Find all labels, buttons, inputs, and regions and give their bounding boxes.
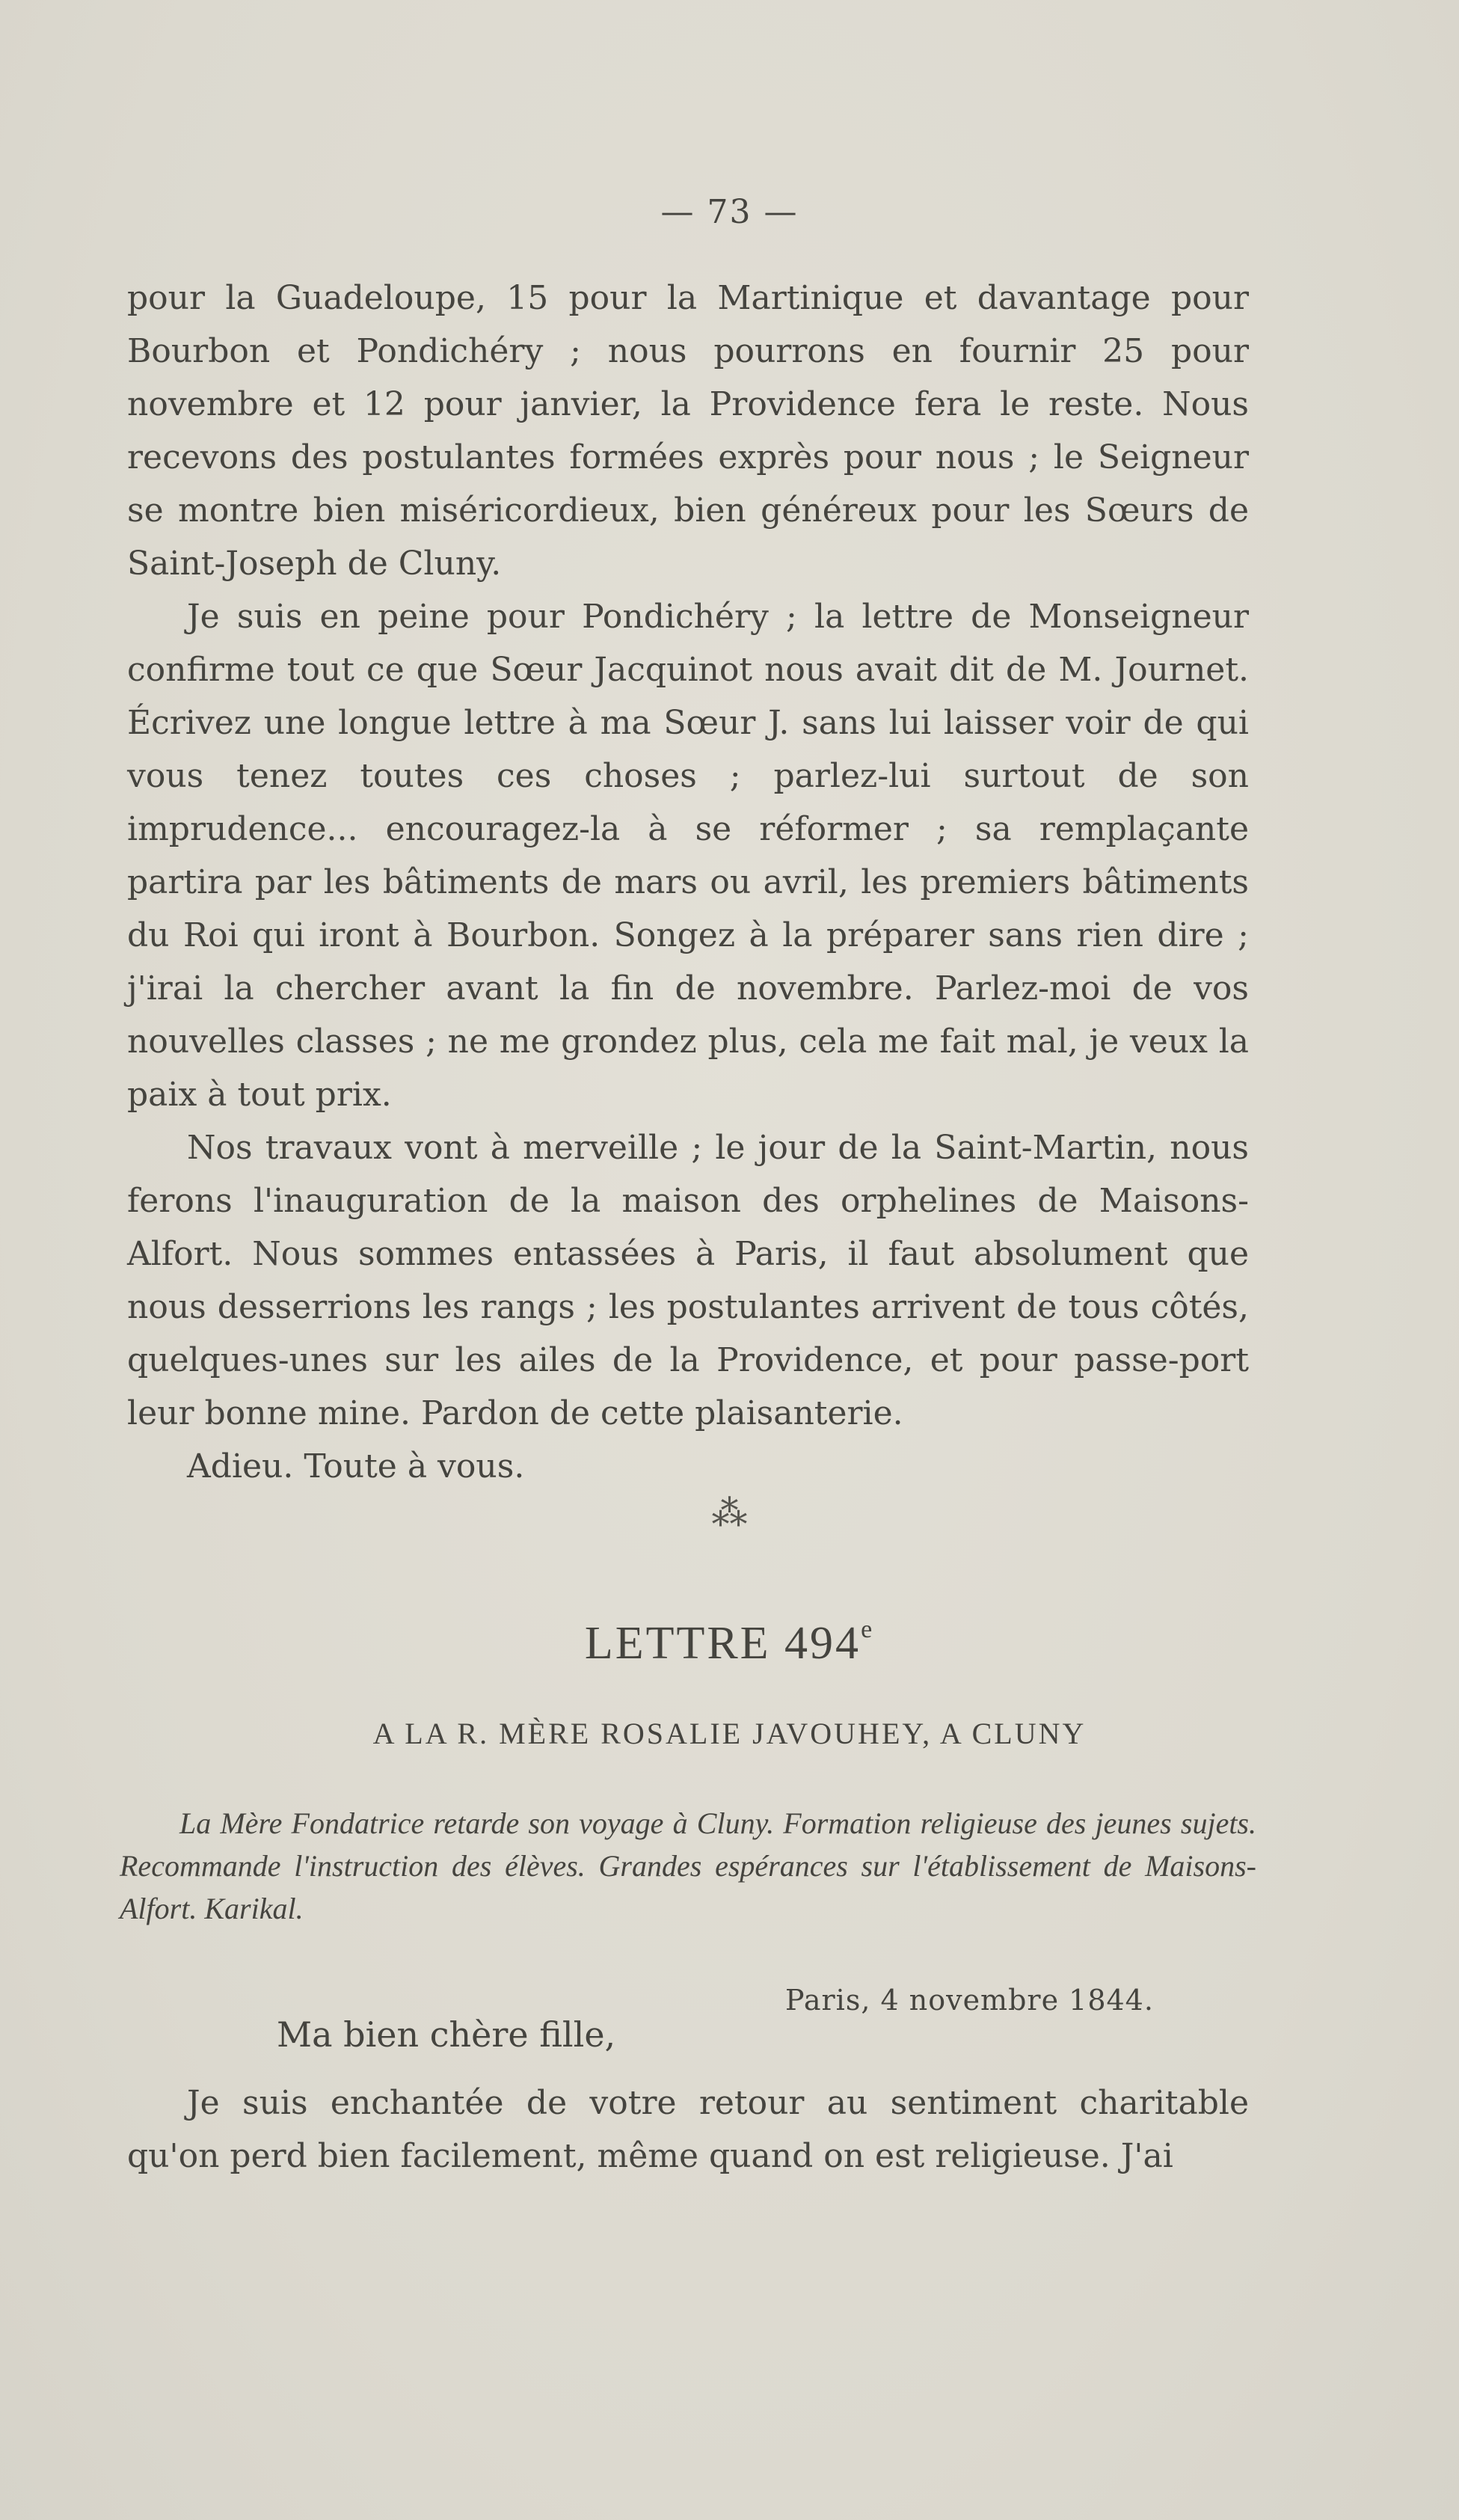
letter-title-superscript: e xyxy=(861,1616,875,1643)
paragraph-continuation: pour la Guadeloupe, 15 pour la Martinique et davantage pour Bourbon et Pondichéry ; nous pourrons en fournir 25 pour novembre et 12 pour janvier, la Providence fera le reste. Nous recevons des postulantes formées exprès pour nous ; le Seigneur se montre bien miséricordieux, bien généreux pour les Sœurs de Saint-Joseph de Cluny. xyxy=(127,279,1249,583)
paragraph-travaux: Nos travaux vont à merveille ; le jour de la Saint-Martin, nous ferons l'inauguration de la maison des orphelines de Maisons-Alfort. Nous sommes entassées à Paris, il faut absolument que nous desserrions les rangs ; les postulantes arrivent de tous côtés, quelques-unes sur les ailes de la Providence, et pour passe-port leur bonne mine. Pardon de cette plaisanterie. xyxy=(127,1129,1249,1432)
letter-title-text: LETTRE 494 xyxy=(584,1618,861,1669)
letter-salutation: Ma bien chère fille, xyxy=(277,2014,616,2055)
letter-494-body xyxy=(127,2076,1249,2183)
letter-dateline: Paris, 4 novembre 1844. xyxy=(785,1984,1154,2017)
letter-recipient: A LA R. MÈRE ROSALIE JAVOUHEY, A CLUNY xyxy=(372,1717,1087,1750)
letter-title xyxy=(0,1616,1459,1670)
letter-summary-text: La Mère Fondatrice retarde son voyage à Cluny. Formation religieuse des jeunes sujets. Recommande l'instruction des élèves. Grandes espérances sur l'établissement de Maisons-Alfort. Karikal. xyxy=(120,1806,1256,1925)
letter-opening-paragraph: Je suis enchantée de votre retour au sentiment charitable qu'on perd bien facilement, même quand on est religieuse. J'ai xyxy=(127,2084,1249,2175)
page-number: — 73 — xyxy=(660,193,799,231)
paragraph-closing: Adieu. Toute à vous. xyxy=(187,1447,525,1486)
section-ornament: ⁂ xyxy=(711,1492,748,1534)
letter-493-body xyxy=(127,272,1249,1493)
letter-summary xyxy=(120,1802,1256,1930)
paragraph-pondichery: Je suis en peine pour Pondichéry ; la lettre de Monseigneur confirme tout ce que Sœur Jacquinot nous avait dit de M. Journet. Écrivez une longue lettre à ma Sœur J. sans lui laisser voir de qui vous tenez toutes ces choses ; parlez-lui surtout de son imprudence... encouragez-la à se réformer ; sa remplaçante partira par les bâtiments de mars ou avril, les premiers bâtiments du Roi qui iront à Bourbon. Songez à la préparer sans rien dire ; j'irai la chercher avant la fin de novembre. Parlez-moi de vos nouvelles classes ; ne me grondez plus, cela me fait mal, je veux la paix à tout prix. xyxy=(127,598,1249,1114)
